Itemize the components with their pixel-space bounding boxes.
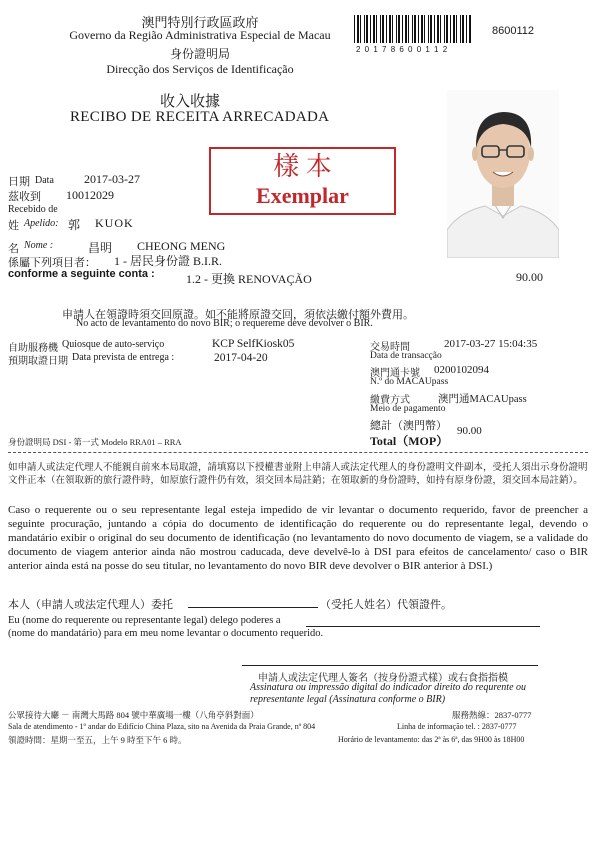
footer-hotline-zh: 服務熱線：2837-0777 xyxy=(452,710,532,720)
pickup-label-zh: 預期取證日期 xyxy=(8,356,68,367)
conforme-label: conforme a seguinte conta : xyxy=(8,268,155,280)
card-label-pt: N.º do MACAUpass xyxy=(370,377,449,387)
name-value-zh: 昌明 xyxy=(88,241,113,255)
total-label-pt: Total（MOP） xyxy=(370,434,449,448)
total-value: 90.00 xyxy=(457,425,482,437)
proxy-pt-line1: Eu (nome do requerente ou representante legal) delego poderes a xyxy=(8,615,281,626)
item-value: 1 - 居民身份證 B.I.R. xyxy=(114,254,223,268)
applicant-photo xyxy=(447,90,559,258)
barcode xyxy=(354,15,472,43)
gov-name-pt: Governo da Região Administrativa Especial de Macau xyxy=(69,28,331,42)
proxy-pt-name-line[interactable] xyxy=(306,626,540,627)
surname-label-pt: Apelido: xyxy=(24,218,59,229)
pickup-label-pt: Data prevista de entrega : xyxy=(72,352,175,363)
title-zh: 收入收據 xyxy=(159,94,220,110)
received-value: 10012029 xyxy=(66,188,114,202)
notice-zh: 申請人在領證時須交回原證。如不能將原證交回，須依法繳付額外費用。 xyxy=(62,309,414,321)
dept-name-pt: Direcção dos Serviços de Identificação xyxy=(106,62,294,76)
surname-value-pt: KUOK xyxy=(95,216,134,230)
footer-hours-zh: 領證時間：星期一至五，上午 9 時至下午 6 時。 xyxy=(8,735,187,745)
footer-hotline-pt: Linha de informação tel. : 2837-0777 xyxy=(397,722,517,731)
received-from-label: Recebido de xyxy=(8,204,58,215)
kiosk-label-pt: Quiosque de auto-serviço xyxy=(62,339,165,350)
date-value: 2017-03-27 xyxy=(84,172,140,186)
received-label-zh: 茲收到 xyxy=(8,191,41,203)
total-label-zh: 總計（澳門幣） xyxy=(370,420,447,432)
surname-label-zh: 姓 xyxy=(8,220,19,232)
kiosk-value: KCP SelfKiosk05 xyxy=(212,338,295,350)
item-label-zh: 係屬下列項目者： xyxy=(8,257,96,269)
surname-value-zh: 郭 xyxy=(68,218,81,232)
authorization-zh: 如申請人或法定代理人不能親自前來本局取證，請填寫以下授權書並附上申請人或法定代理人的身份證明文件副本，受托人須出示身份證明文件正本（在領取新的旅行證件時，如原旅行證件仍有效，須交回本局註銷；在領取新的身份證時，如持有原身份證，須交回本局註銷）。 xyxy=(8,463,588,486)
barcode-digits: 2 0 1 7 8 6 0 0 1 1 2 xyxy=(356,45,449,54)
name-value-pt: CHEONG MENG xyxy=(137,239,226,253)
stamp-text-zh: 樣 本 xyxy=(273,152,332,181)
proxy-pt-line2: (nome do mandatário) para em meu nome levantar o documento requerido. xyxy=(8,628,324,639)
kiosk-label-zh: 自助服務機 xyxy=(8,343,58,354)
authorization-pt: Caso o requerente ou o seu representante legal esteja impedido de vir levantar o documento requerido, favor de preencher a seguinte procuração, juntando a cópia do documento de identificação do requerente ou do representante legal, devendo o mandatário exibir o original do seu documento de identificação (no levantamento do novo documento de viagem, se a validade do documento de viagem anterior ainda não mostrou caducada, deve develvê-lo à DSI para efeitos de cancelamento/ caso o BIR anterior ainda está na posse do seu titular, no levantamento do novo BIR deve devolver o BIR anterior à DSI.) xyxy=(8,504,588,572)
txn-time-label-pt: Data de transacção xyxy=(370,351,442,361)
footer-hours-pt: Horário de levantamento: das 2ª às 6ª, das 9H00 às 18H00 xyxy=(338,735,525,744)
name-label-pt: Nome : xyxy=(24,240,54,251)
gov-name-zh: 澳門特別行政區政府 xyxy=(141,15,259,30)
name-label-zh: 名 xyxy=(8,243,19,255)
signature-line[interactable] xyxy=(242,665,538,666)
footer-address-zh: 公眾接待大廳 － 南灣大馬路 804 號中華廣場一樓（八角亭斜對面） xyxy=(8,710,259,720)
separator-line xyxy=(8,452,588,453)
title-pt: RECIBO DE RECEITA ARRECADADA xyxy=(70,109,330,125)
date-label-pt: Data xyxy=(35,175,54,186)
conforme-value: 1.2 - 更換 RENOVAÇÃO xyxy=(186,272,312,286)
method-label-zh: 繳費方式 xyxy=(370,395,410,406)
date-label-zh: 日期 xyxy=(8,176,30,188)
pickup-value: 2017-04-20 xyxy=(214,352,268,364)
method-label-pt: Meio de pagamento xyxy=(370,404,446,414)
card-label-zh: 澳門通卡號 xyxy=(370,368,420,379)
proxy-zh-end: （受托人姓名）代領證件。 xyxy=(320,599,452,611)
proxy-zh-start: 本人（申請人或法定代理人）委托 xyxy=(8,599,173,611)
sample-stamp xyxy=(209,147,396,215)
notice-pt: No acto de levantamento do novo BIR; o requereme deve devolver o BIR. xyxy=(76,318,373,329)
stamp-text-pt: Exemplar xyxy=(256,183,349,208)
applicant-portrait-image xyxy=(447,90,559,258)
signature-label-pt-1: Assinatura ou impressão digital do indicador direito do requrente ou xyxy=(250,682,527,693)
proxy-name-line[interactable] xyxy=(188,607,318,608)
card-value: 0200102094 xyxy=(434,364,489,376)
signature-label-zh: 申請人或法定代理人簽名（按身份證式樣）或右食指指模 xyxy=(258,673,508,684)
method-value: 澳門通MACAUpass xyxy=(438,394,527,405)
txn-time-value: 2017-03-27 15:04:35 xyxy=(444,338,538,350)
signature-label-pt-2: representante legal (Assinatura conforme o BIR) xyxy=(250,694,446,705)
amount-value: 90.00 xyxy=(516,270,543,284)
footer-address-pt: Sala de atendimento - 1º andar do Edifício China Plaza, sito na Avenida da Praia Grande, nº 804 xyxy=(8,722,316,731)
receipt-code: 8600112 xyxy=(492,25,535,37)
dept-name-zh: 身份證明局 xyxy=(169,47,230,61)
txn-time-label-zh: 交易時間 xyxy=(370,342,410,353)
form-reference: 身份證明局 DSI - 第一式 Modelo RRA01 – RRA xyxy=(8,437,182,447)
